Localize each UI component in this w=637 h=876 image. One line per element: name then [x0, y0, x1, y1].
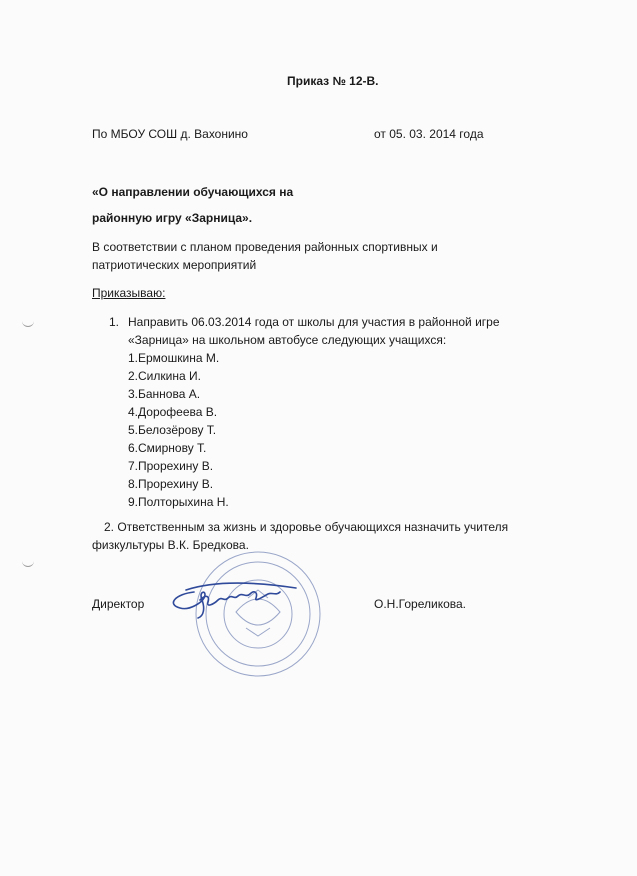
- item-2-line-1: 2. Ответственным за жизнь и здоровье обучающихся назначить учителя: [104, 520, 509, 534]
- item-2-line-2: физкультуры В.К. Бредкова.: [92, 538, 249, 552]
- subject-line-2: районную игру «Зарница».: [92, 211, 253, 225]
- order-word: Приказываю:: [92, 286, 166, 300]
- order-title: Приказ № 12-В.: [287, 74, 379, 88]
- subject-line-1: «О направлении обучающихся на: [92, 185, 294, 199]
- basis-line-2: патриотических мероприятий: [92, 258, 257, 272]
- student-item: 8.Прорехину В.: [128, 477, 214, 491]
- item-1-line-1: Направить 06.03.2014 года от школы для участия в районной игре: [128, 315, 500, 329]
- student-item: 4.Дорофеева В.: [128, 405, 218, 419]
- student-item: 2.Силкина И.: [128, 369, 201, 383]
- organization: По МБОУ СОШ д. Вахонино: [92, 127, 248, 141]
- student-item: 3.Баннова А.: [128, 387, 201, 401]
- basis-line-1: В соответствии с планом проведения районных спортивных и: [92, 240, 438, 254]
- item-1-number: 1.: [109, 315, 120, 329]
- item-1-line-2: «Зарница» на школьном автобусе следующих учащихся:: [128, 333, 447, 347]
- student-item: 6.Смирнову Т.: [128, 441, 207, 455]
- order-date: от 05. 03. 2014 года: [374, 127, 484, 141]
- director-name: О.Н.Гореликова.: [374, 597, 466, 611]
- student-item: 9.Полторыхина Н.: [128, 495, 229, 509]
- director-label: Директор: [92, 597, 145, 611]
- student-item: 1.Ермошкина М.: [128, 351, 220, 365]
- student-item: 5.Белозёрову Т.: [128, 423, 217, 437]
- student-item: 7.Прорехину В.: [128, 459, 214, 473]
